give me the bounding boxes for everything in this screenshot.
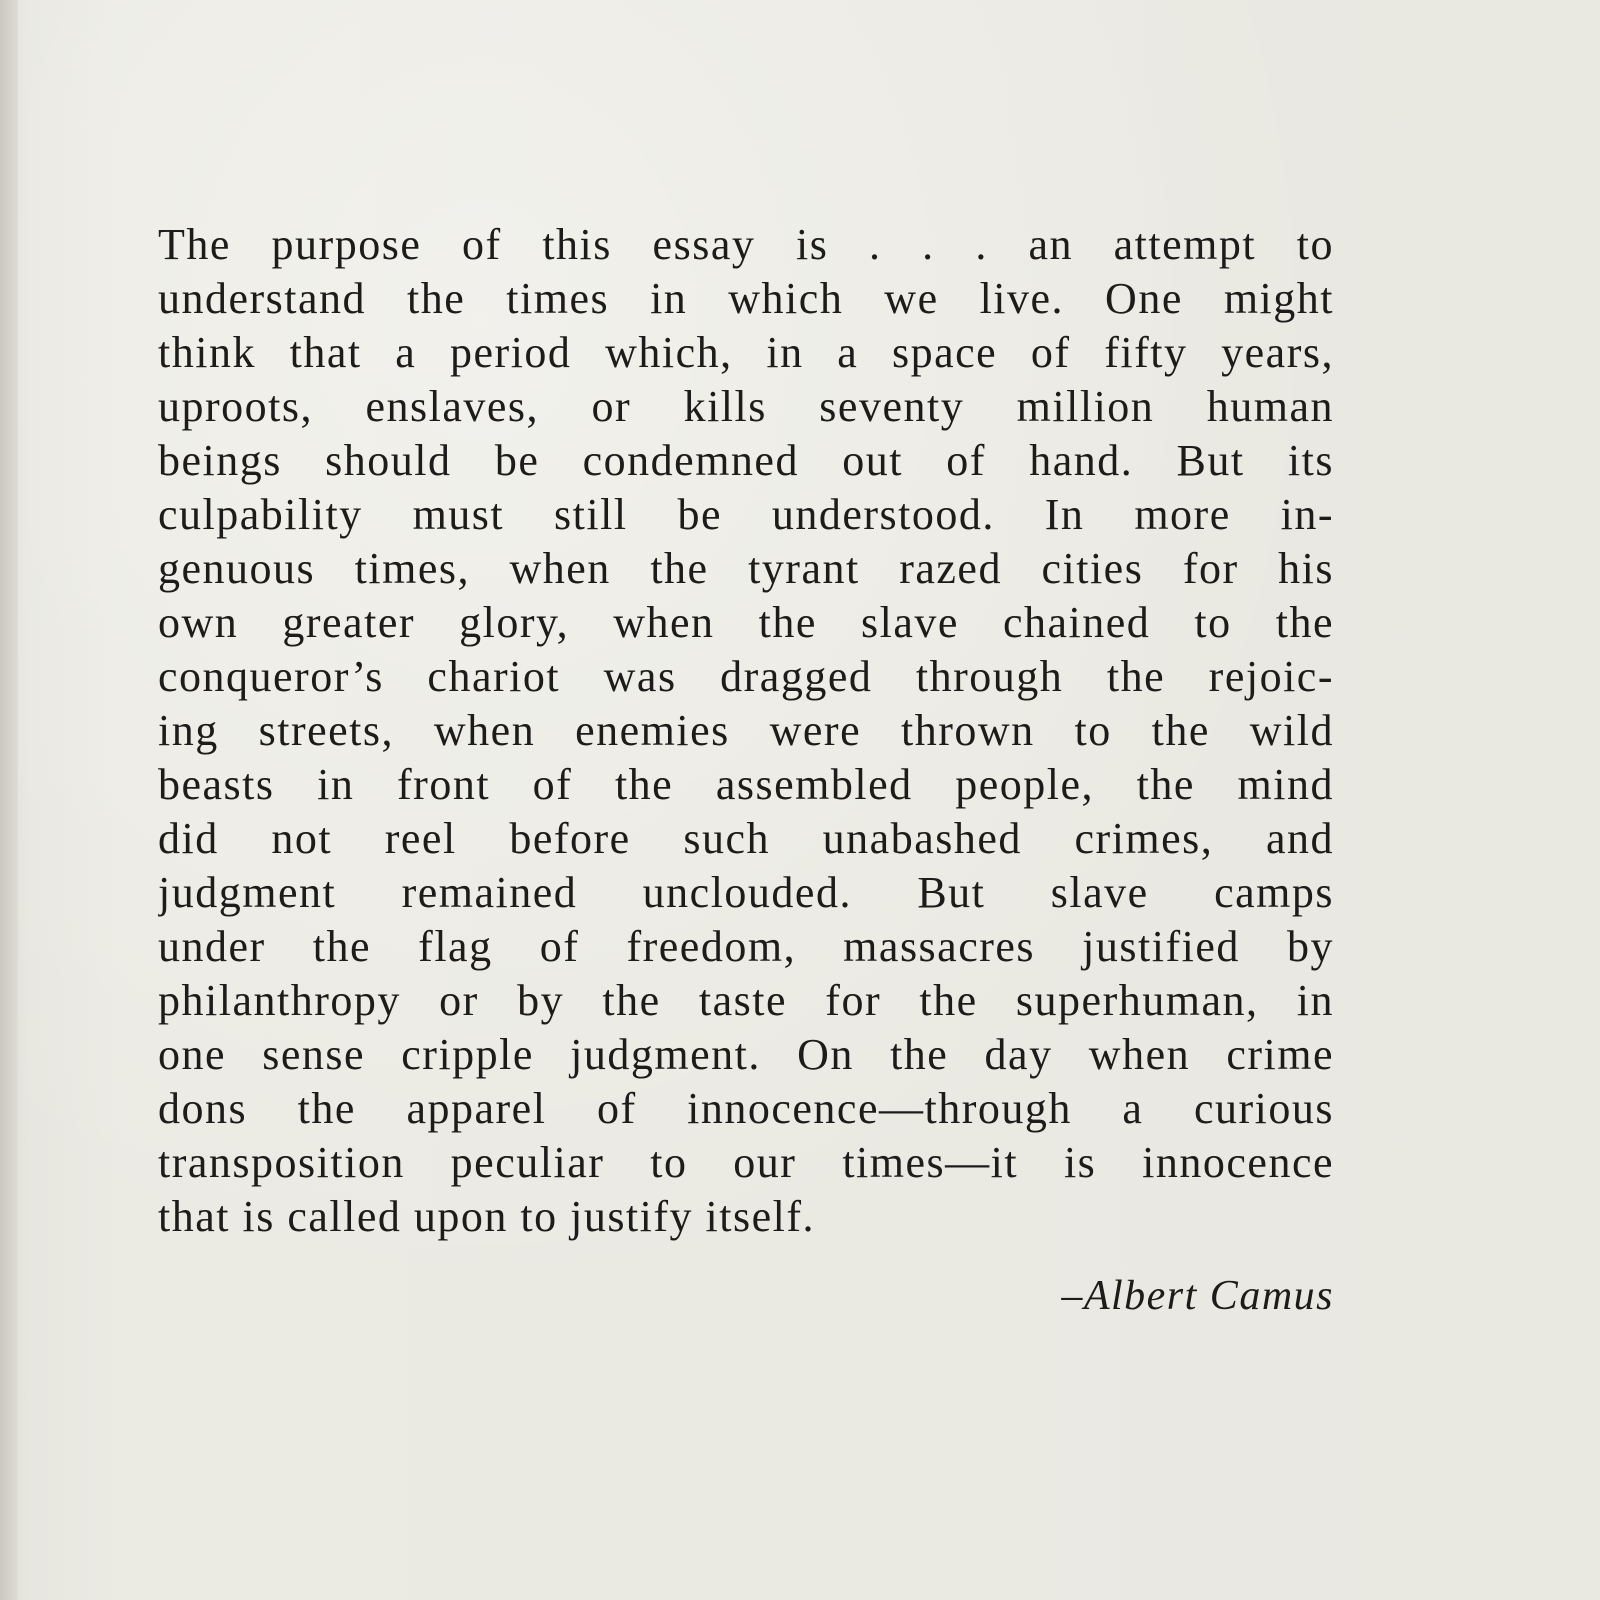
quote-line: philanthropy or by the taste for the superhuman, in <box>158 976 1334 1025</box>
quote-passage <box>158 218 1334 1244</box>
quote-line: The purpose of this essay is . . . an attempt to <box>158 220 1334 269</box>
quote-line: ing streets, when enemies were thrown to the wild <box>158 706 1334 755</box>
quote-attribution: –Albert Camus <box>1061 1273 1334 1319</box>
quote-line: culpability must still be understood. In more in- <box>158 490 1334 539</box>
quote-line: understand the times in which we live. One might <box>158 274 1334 323</box>
quote-line: think that a period which, in a space of fifty years, <box>158 328 1334 377</box>
quote-line: conqueror’s chariot was dragged through the rejoic- <box>158 652 1334 701</box>
quote-line: uproots, enslaves, or kills seventy million human <box>158 382 1334 431</box>
quote-line: did not reel before such unabashed crimes, and <box>158 814 1334 863</box>
quote-line: genuous times, when the tyrant razed cities for his <box>158 544 1334 593</box>
quote-line: beings should be condemned out of hand. But its <box>158 436 1334 485</box>
quote-line: dons the apparel of innocence—through a curious <box>158 1084 1334 1133</box>
quote-line: one sense cripple judgment. On the day when crime <box>158 1030 1334 1079</box>
quote-line: beasts in front of the assembled people, the mind <box>158 760 1334 809</box>
quote-line: under the flag of freedom, massacres justified by <box>158 922 1334 971</box>
page-binding-edge <box>0 0 18 1600</box>
quote-line: own greater glory, when the slave chained to the <box>158 598 1334 647</box>
quote-line: judgment remained unclouded. But slave camps <box>158 868 1334 917</box>
quote-line: that is called upon to justify itself. <box>158 1192 816 1241</box>
quote-line: transposition peculiar to our times—it is innocence <box>158 1138 1334 1187</box>
